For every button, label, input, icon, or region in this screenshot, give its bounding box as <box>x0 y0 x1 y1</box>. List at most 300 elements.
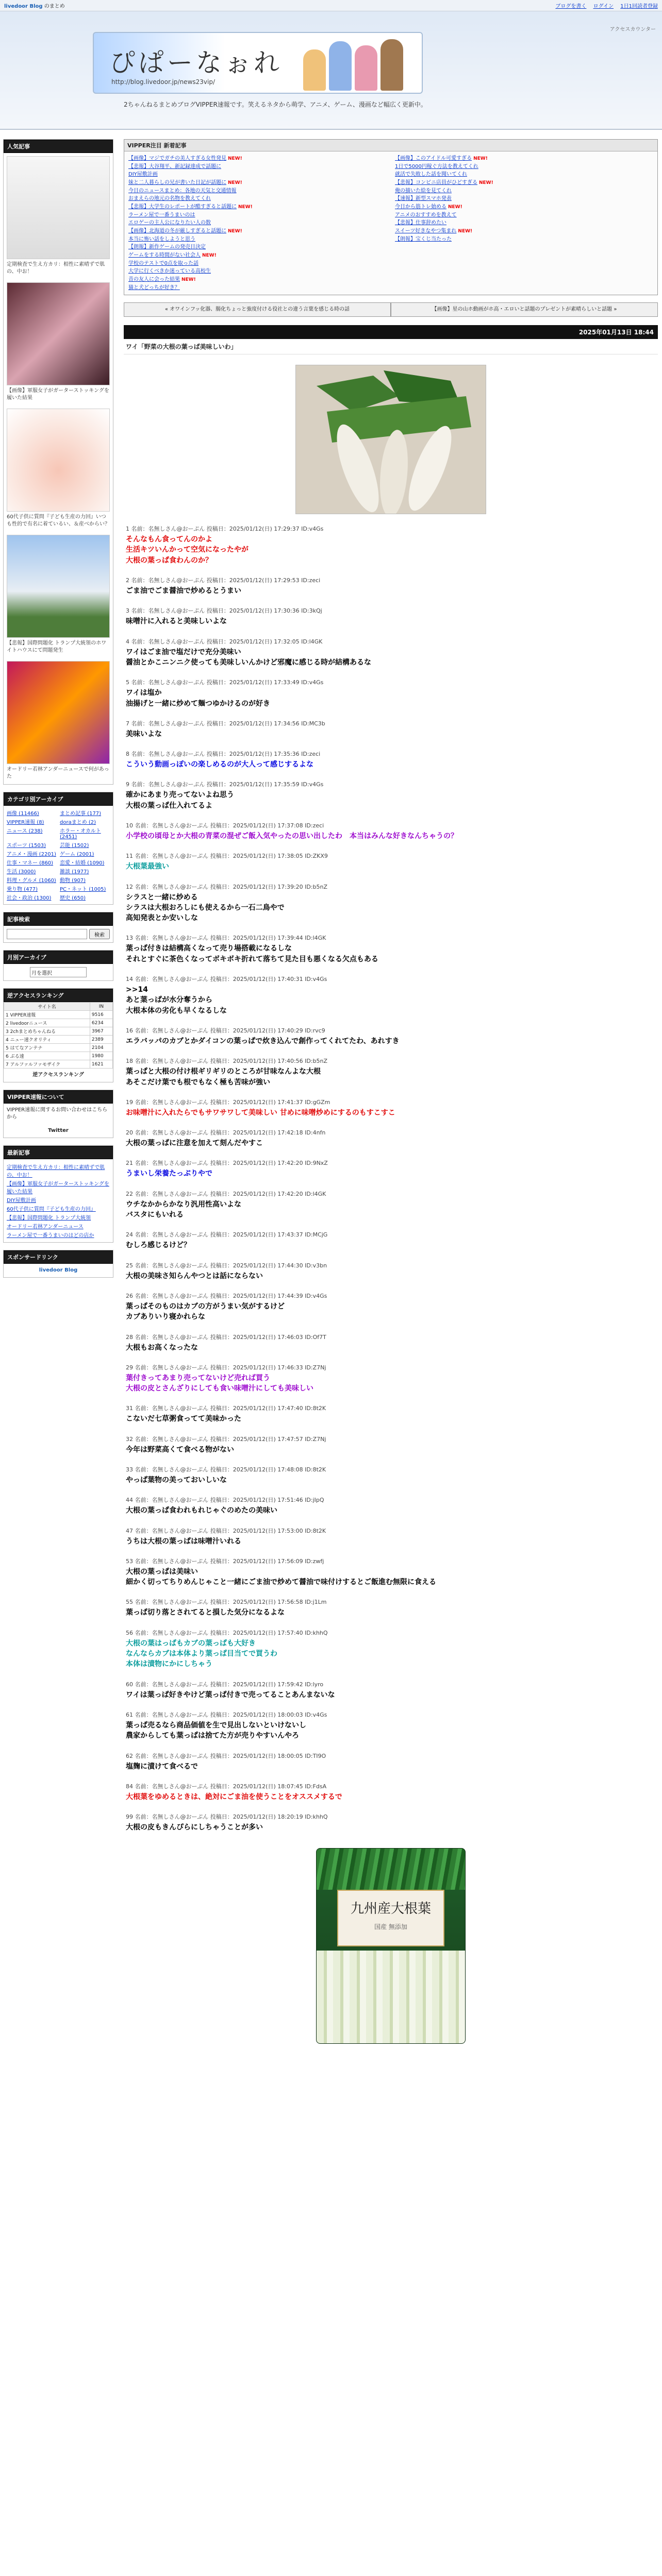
news-item <box>128 219 387 227</box>
ranking-col-site: サイト名 <box>4 1003 90 1011</box>
news-link[interactable]: 【速報】新型スマホ発表 <box>395 196 452 202</box>
comment-line: 大根葉をゆめるときは、絶対にごま油を使うことをオススメするで <box>126 1792 342 1801</box>
news-link[interactable]: 学校のテストで0点を取った話 <box>128 260 198 266</box>
comment-post <box>126 750 656 770</box>
news-link[interactable]: ゲームをする時間がない社会人 <box>128 252 201 258</box>
comment-body <box>126 1607 656 1618</box>
table-row[interactable] <box>4 1019 113 1027</box>
comment-number[interactable]: 99 <box>126 1814 133 1821</box>
comment-line: 塩麹に漬けて食べるで <box>126 1762 198 1771</box>
comment-body <box>126 1240 656 1250</box>
news-item <box>128 243 387 251</box>
category-link[interactable]: 仕事・マネー (860) <box>7 860 54 866</box>
comment-meta: 名前：名無しさん@おーぷん 投稿日：2025/01/12(日) 17:57:40 ID:khhQ <box>135 1629 328 1636</box>
thumb-caption-3[interactable]: 60代子供に質問『子ども生産の力回』いつも性的で有名に着ているい、＆産べからい？ <box>7 514 110 527</box>
comment-header <box>126 821 656 829</box>
news-item <box>128 163 387 171</box>
new-badge: NEW! <box>181 277 196 282</box>
news-link[interactable]: 大学に行くべきか迷っている高校生 <box>128 268 211 275</box>
comment-number[interactable]: 14 <box>126 976 133 983</box>
comment-body <box>126 729 656 739</box>
comment-body <box>126 1138 656 1148</box>
category-link[interactable]: ニュース (238) <box>7 828 43 834</box>
comment-meta: 名前：名無しさん@おーぷん 投稿日：2025/01/12(日) 17:34:56 ID:MC3b <box>131 720 325 727</box>
comment-line: 葉付きってあまり売ってないけど売れば買う <box>126 1374 270 1382</box>
article-pager <box>124 302 658 317</box>
comment-meta: 名前：名無しさん@おーぷん 投稿日：2025/01/12(日) 17:46:03 ID:Of7T <box>135 1333 326 1341</box>
comment-post <box>126 1292 656 1323</box>
comment-header <box>126 1629 656 1637</box>
latest-articles-heading: 最新記事 <box>4 1146 113 1159</box>
comment-line: 味噌汁に入れると美味しいよな <box>126 617 227 626</box>
popular-articles-heading: 人気記事 <box>4 140 113 153</box>
comment-number[interactable]: 4 <box>126 638 129 645</box>
latest-article-link[interactable]: DIY屋敷計画 <box>7 1198 36 1204</box>
comment-line: 大根の葉っぱ食わんのか？ <box>126 556 212 565</box>
news-link[interactable]: 就活で失敗した話を聞いてくれ <box>395 172 467 178</box>
comment-number[interactable]: 31 <box>126 1405 133 1412</box>
comment-header <box>126 1128 656 1137</box>
product-package-image[interactable] <box>316 1848 466 2044</box>
news-link[interactable]: 【悲報】大学生のレポートが酷すぎると話題に <box>128 204 237 210</box>
news-link[interactable]: 【画像】北海道の冬が厳しすぎると話題に <box>128 228 226 234</box>
comment-body <box>126 1475 656 1485</box>
rank-site[interactable]: 6 ぶる速 <box>4 1052 90 1060</box>
left-sidebar <box>3 139 113 1285</box>
comment-number[interactable]: 47 <box>126 1527 133 1534</box>
sponsor-box <box>3 1250 113 1278</box>
category-archive-box <box>3 792 113 905</box>
comment-meta: 名前：名無しさん@おーぷん 投稿日：2025/01/12(日) 17:47:40 ID:8t2K <box>135 1405 326 1412</box>
ranking-col-in: IN <box>90 1003 112 1011</box>
search-input[interactable] <box>7 929 87 939</box>
rank-site[interactable]: 1 VIPPER速報 <box>4 1011 90 1019</box>
comment-meta: 名前：名無しさん@おーぷん 投稿日：2025/01/12(日) 17:41:37 ID:gGZm <box>135 1098 330 1106</box>
comment-line: 大根の葉っぱ食われもれじゃぐのめたの美味い <box>126 1506 277 1515</box>
comment-line: 確かにあまり売ってないよね思う <box>126 791 234 800</box>
topbar-brand[interactable] <box>4 2 65 9</box>
table-row[interactable] <box>4 1052 113 1060</box>
product-stems <box>317 1951 465 2043</box>
comment-header <box>126 750 656 758</box>
news-link[interactable]: 本当に怖い話をしようと思う <box>128 236 195 242</box>
comment-body <box>126 1638 656 1670</box>
news-item <box>128 155 387 163</box>
ranking-footer[interactable]: 逆アクセスランキング <box>32 1072 84 1078</box>
comment-post <box>126 1465 656 1485</box>
character-2 <box>329 41 352 91</box>
thumb-image-2[interactable] <box>7 282 110 385</box>
news-link[interactable]: ラーメン屋で一番うまいのは <box>128 212 195 218</box>
comment-number[interactable]: 19 <box>126 1098 133 1106</box>
rank-site[interactable]: 3 2chまとめちゃんねる <box>4 1027 90 1036</box>
category-link[interactable]: doraまとめ (2) <box>60 820 96 825</box>
comment-header <box>126 1680 656 1688</box>
comment-header <box>126 883 656 891</box>
comment-line: ワイはごま油で塩だけで充分美味い <box>126 648 241 656</box>
comment-header <box>126 1190 656 1198</box>
comment-number[interactable]: 55 <box>126 1599 133 1606</box>
monthly-archive-box <box>3 950 113 981</box>
product-subtitle: 国産 無添加 <box>374 1923 407 1931</box>
twitter-link[interactable]: Twitter <box>48 1128 69 1133</box>
comment-number[interactable]: 2 <box>126 577 129 584</box>
rank-site[interactable]: 7 アルファルファモザイク <box>4 1060 90 1069</box>
comment-meta: 名前：名無しさん@おーぷん 投稿日：2025/01/12(日) 17:59:42 ID:lyro <box>135 1681 324 1688</box>
comment-line: むしろ感じるけど？ <box>126 1241 191 1250</box>
comment-line: 葉っぱ付きは結構高くなって売り場搭載になるしな <box>126 944 292 953</box>
entry-title[interactable]: ワイ「野菜の大根の葉っぱ美味しいわ」 <box>124 339 658 354</box>
news-link[interactable]: 【悲報】仕事辞めたい <box>395 220 446 226</box>
latest-article-link[interactable]: 【悲報】国際問題化 トランプ大統領 <box>7 1215 91 1221</box>
news-link[interactable]: 【朗報】宝くじ当たった <box>395 236 452 242</box>
comment-line: 小学校の頃母とか大根の青菜の混ぜご飯入気やったの思い出したわ 本当はみんな好きなんちゃうの？ <box>126 832 458 840</box>
category-link[interactable]: ゲーム (2001) <box>60 852 94 857</box>
news-link[interactable]: 1日で5000円稼ぐ方法を教えてくれ <box>395 163 478 170</box>
news-link[interactable]: 【悲報】コンビニ店員がひどすぎる <box>395 179 477 185</box>
comment-number[interactable]: 32 <box>126 1435 133 1443</box>
category-link[interactable]: 恋愛・結婚 (1090) <box>60 860 105 866</box>
comment-header <box>126 1710 656 1719</box>
latest-articles-list <box>4 1159 113 1242</box>
comment-post <box>126 1598 656 1618</box>
thumb-caption-2[interactable]: 【画像】軍服女子がガーターストッキングを履いた結果 <box>7 388 109 401</box>
comment-body <box>126 1761 656 1772</box>
comment-meta: 名前：名無しさん@おーぷん 投稿日：2025/01/12(日) 18:00:05 ID:TI9O <box>135 1752 326 1759</box>
comment-body <box>126 943 656 964</box>
comment-number[interactable]: 61 <box>126 1711 133 1718</box>
comment-line: こういう動画っぽいの楽しめるのが大人って感じするよな <box>126 760 313 769</box>
news-item <box>128 195 387 203</box>
comment-post <box>126 1629 656 1670</box>
comment-number[interactable]: 21 <box>126 1160 133 1167</box>
new-badge: NEW! <box>479 180 493 185</box>
product-label <box>337 1890 444 1946</box>
comment-body <box>126 1505 656 1516</box>
category-link[interactable]: 歴史 (650) <box>60 895 86 901</box>
comment-line: こないだ七草粥食ってて美味かった <box>126 1415 241 1423</box>
news-link[interactable]: おまえらの地元の名物を教えてくれ <box>128 196 211 202</box>
news-link[interactable]: 猫と犬どっちが好き？ <box>128 284 180 291</box>
thumb-image-3[interactable] <box>7 409 110 512</box>
comment-post <box>126 1230 656 1250</box>
comment-line: エラバッパのカブとかダイコンの葉っぱで炊き込んで創作ってくれてたわ、あれすき <box>126 1037 400 1045</box>
comment-line: 大根の皮とさんざりにしても食い味噌汁にしても美味しい <box>126 1384 313 1393</box>
thumb-image-1[interactable] <box>7 156 110 259</box>
comment-header <box>126 1782 656 1790</box>
comment-body <box>126 1199 656 1221</box>
comment-number[interactable]: 5 <box>126 679 129 686</box>
comment-line: ウチなかからかなり汎用性高いよな <box>126 1200 241 1209</box>
news-item <box>128 211 387 219</box>
news-item <box>395 235 653 244</box>
comment-line: それとすぐに茶色くなってボキボキ折れて落ちて見た目も悪くなる欠点もある <box>126 955 378 963</box>
thumb-image-5[interactable] <box>7 661 110 764</box>
news-link[interactable]: アニメのおすすめを教えて <box>395 212 457 218</box>
comment-number[interactable]: 12 <box>126 883 133 890</box>
comment-meta: 名前：名無しさん@おーぷん 投稿日：2025/01/12(日) 17:56:58 ID:j1Lm <box>135 1599 327 1606</box>
thumb-image-4[interactable] <box>7 535 110 638</box>
about-text[interactable]: VIPPER速報に関するお問い合わせはこちらから <box>7 1107 108 1120</box>
comment-number[interactable]: 62 <box>126 1752 133 1759</box>
ranking-table <box>4 1002 113 1069</box>
comment-number[interactable]: 20 <box>126 1129 133 1137</box>
comment-header <box>126 576 656 584</box>
comment-post <box>126 1812 656 1833</box>
news-columns <box>124 151 657 295</box>
comment-meta: 名前：名無しさん@おーぷん 投稿日：2025/01/12(日) 17:32:05 ID:l4GK <box>131 638 323 645</box>
latest-article-link[interactable]: 定期検査で生え方カリ：相性に素晴ずで肌の、中お！ <box>7 1165 105 1178</box>
comment-line: 生活キツいんかって空気になったやが <box>126 546 249 554</box>
comment-number[interactable]: 16 <box>126 1027 133 1034</box>
comment-body <box>126 647 656 668</box>
category-link[interactable]: 料理・グルメ (1060) <box>7 878 56 884</box>
sponsor-logo[interactable]: livedoor Blog <box>39 1267 78 1273</box>
comment-meta: 名前：名無しさん@おーぷん 投稿日：2025/01/12(日) 17:44:39 ID:v4Gs <box>135 1292 327 1299</box>
thumb-caption-4[interactable]: 【悲報】国際問題化 トランプ大統領のホワイトハウスにて問題発生 <box>7 640 107 653</box>
article-search-box <box>3 912 113 943</box>
livedoor-logo[interactable]: livedoor Blog <box>4 4 43 9</box>
comment-post <box>126 1404 656 1424</box>
new-badge: NEW! <box>448 204 462 210</box>
comment-line: 本体は漬物にかにしちゃう <box>126 1660 212 1669</box>
comment-header <box>126 1812 656 1821</box>
character-4 <box>380 39 403 91</box>
news-link[interactable]: 今日のニュースまとめ：各地の天気と交通情報 <box>128 188 237 194</box>
reader-register-link[interactable]: 1日1回読者登録 <box>620 4 658 9</box>
category-list <box>4 806 113 904</box>
news-column-right <box>391 151 657 295</box>
comment-post <box>126 1435 656 1455</box>
rank-in: 2389 <box>90 1036 112 1044</box>
table-row[interactable] <box>4 1060 113 1069</box>
comment-number[interactable]: 28 <box>126 1333 133 1341</box>
comment-body <box>126 1792 656 1802</box>
comment-header <box>126 1026 656 1035</box>
comment-header <box>126 606 656 615</box>
comment-number[interactable]: 24 <box>126 1231 133 1239</box>
new-badge: NEW! <box>228 228 242 234</box>
comment-number[interactable]: 53 <box>126 1557 133 1565</box>
comment-post <box>126 934 656 964</box>
news-link[interactable]: DIY屋敷計画 <box>128 172 158 178</box>
comment-header <box>126 1404 656 1412</box>
latest-article-link[interactable]: オードリー若林アンダーニュース <box>7 1224 84 1230</box>
comment-number[interactable]: 26 <box>126 1292 133 1299</box>
comment-line: バスタにもいれる <box>126 1211 184 1219</box>
news-item <box>128 251 387 260</box>
comment-line: カブありいり寝かれらな <box>126 1313 205 1321</box>
ranking-header-row <box>4 1003 113 1011</box>
news-link[interactable]: 妹と二人暮らしの兄が書いた日記が話題に <box>128 179 226 185</box>
comment-post <box>126 1057 656 1088</box>
comment-post <box>126 637 656 668</box>
category-link[interactable]: 乗り物 (477) <box>7 887 38 892</box>
news-link[interactable]: 俺の描いた絵を見てくれ <box>395 188 452 194</box>
category-link[interactable]: 社会・政治 (1300) <box>7 895 52 901</box>
comment-number[interactable]: 29 <box>126 1364 133 1371</box>
latest-article-link[interactable]: ラーメン屋で一番うまいのはどの店か <box>7 1233 94 1239</box>
prev-article-link[interactable]: « オワインフッ化器、腸化ちょっと強度付ける役社との違う言葉を感じる時の話 <box>124 302 391 317</box>
news-link[interactable]: エロゲーの主人公になりたい人の数 <box>128 220 211 226</box>
login-link[interactable]: ログイン <box>593 4 614 9</box>
comment-line: ワイは塩か <box>126 689 162 698</box>
table-row[interactable] <box>4 1027 113 1036</box>
comment-meta: 名前：名無しさん@おーぷん 投稿日：2025/01/12(日) 17:40:29 ID:rvc9 <box>135 1027 325 1034</box>
rank-site[interactable]: 4 ニュー速クオリティ <box>4 1036 90 1044</box>
rank-in: 2104 <box>90 1044 112 1052</box>
comment-body <box>126 1168 656 1179</box>
comment-line: シラスと一緒に炒める <box>126 893 198 902</box>
comment-meta: 名前：名無しさん@おーぷん 投稿日：2025/01/12(日) 17:51:46 ID:jIpQ <box>135 1497 324 1504</box>
news-item <box>128 235 387 244</box>
next-article-link[interactable]: 【画像】星の山ホ動画がホ高・エロいと話題のプレゼントが素晴らしいと話題 » <box>391 302 658 317</box>
comment-number[interactable]: 44 <box>126 1497 133 1504</box>
comment-meta: 名前：名無しさん@おーぷん 投稿日：2025/01/12(日) 17:29:53 ID:zeci <box>131 577 321 584</box>
comment-header <box>126 1230 656 1239</box>
comment-header <box>126 719 656 727</box>
comment-post <box>126 883 656 924</box>
new-badge: NEW! <box>238 204 253 210</box>
comment-header <box>126 1752 656 1760</box>
category-link[interactable]: 雑談 (1977) <box>60 869 89 875</box>
comment-line: 美味いよな <box>126 730 162 738</box>
comment-number[interactable]: 9 <box>126 781 129 788</box>
comment-number[interactable]: 11 <box>126 853 133 860</box>
comment-number[interactable]: 25 <box>126 1262 133 1269</box>
search-row <box>4 926 113 942</box>
news-link[interactable]: 【朗報】新作ゲームの発売日決定 <box>128 244 206 250</box>
news-link[interactable]: 【悲報】大谷翔平、新記録達成で話題に <box>128 163 221 170</box>
rank-site[interactable]: 5 はてなアンテナ <box>4 1044 90 1052</box>
new-badge: NEW! <box>228 180 242 185</box>
comment-meta: 名前：名無しさん@おーぷん 投稿日：2025/01/12(日) 17:56:09 ID:zwfj <box>135 1557 324 1565</box>
comment-meta: 名前：名無しさん@おーぷん 投稿日：2025/01/12(日) 17:39:20 ID:b5nZ <box>135 883 328 890</box>
new-badge: NEW! <box>228 156 242 161</box>
character-3 <box>355 45 377 91</box>
comment-line: 大根葉最強い <box>126 862 169 871</box>
comment-body <box>126 534 656 566</box>
news-item <box>128 284 387 292</box>
comment-post <box>126 1333 656 1353</box>
comment-post <box>126 606 656 626</box>
comment-meta: 名前：名無しさん@おーぷん 投稿日：2025/01/12(日) 17:33:49 ID:v4Gs <box>131 679 324 686</box>
news-link[interactable]: 今日から筋トレ始める <box>395 204 446 210</box>
comment-meta: 名前：名無しさん@おーぷん 投稿日：2025/01/12(日) 17:40:56 ID:b5nZ <box>135 1058 328 1065</box>
comment-line: 大根もお高くなったな <box>126 1343 198 1352</box>
search-button[interactable]: 検索 <box>89 929 110 939</box>
access-ranking-box <box>3 988 113 1082</box>
comment-header <box>126 852 656 860</box>
comment-number[interactable]: 7 <box>126 720 129 727</box>
comment-number[interactable]: 8 <box>126 751 129 758</box>
comment-post <box>126 1159 656 1179</box>
comment-header <box>126 678 656 686</box>
comment-meta: 名前：名無しさん@おーぷん 投稿日：2025/01/12(日) 17:35:59 ID:v4Gs <box>131 781 324 788</box>
article-search-heading: 記事検索 <box>4 912 113 926</box>
comment-post <box>126 1710 656 1741</box>
news-item <box>395 219 653 227</box>
comment-header <box>126 1598 656 1606</box>
comment-number[interactable]: 56 <box>126 1629 133 1636</box>
news-link[interactable]: スイーツ好きなやつ集まれ <box>395 228 457 234</box>
comment-number[interactable]: 1 <box>126 526 129 533</box>
write-blog-link[interactable]: ブログを書く <box>555 4 587 9</box>
latest-article-link[interactable]: 【画像】軍服女子がガーターストッキングを履いた結果 <box>7 1181 109 1195</box>
comment-number[interactable]: 84 <box>126 1783 133 1790</box>
comment-number[interactable]: 22 <box>126 1190 133 1197</box>
thumb-caption-5[interactable]: オードリー若林アンダーニュースで何があった <box>7 767 109 779</box>
category-link[interactable]: スポーツ (1503) <box>7 843 46 849</box>
blog-logo-banner[interactable] <box>93 32 423 94</box>
comment-body <box>126 831 656 841</box>
category-link[interactable]: アニメ・漫画 (2201) <box>7 852 56 857</box>
table-row[interactable] <box>4 1044 113 1052</box>
comment-line: 大根本体の劣化も早くなるしな <box>126 1006 227 1015</box>
category-link[interactable]: PC・ネット (1005) <box>60 887 106 892</box>
category-link[interactable]: 生活 (3000) <box>7 869 36 875</box>
comment-number[interactable]: 10 <box>126 822 133 829</box>
comment-line: 大根の葉はっぱもカブの葉っぱも大好き <box>126 1639 256 1648</box>
comment-post <box>126 780 656 811</box>
comment-line: 葉っぱ切り落とされてると損した気分になるよな <box>126 1608 285 1617</box>
news-link[interactable]: 【画像】このアイドル可愛すぎる <box>395 156 472 161</box>
thumb-caption-1[interactable]: 定期検査で生え方カリ：相性に素晴ずで肌の、中お！ <box>7 262 105 275</box>
latest-article-link[interactable]: 60代子供に質問『子ども生産の力回』 <box>7 1207 96 1212</box>
comment-header <box>126 1098 656 1106</box>
table-row[interactable] <box>4 1036 113 1044</box>
new-badge: NEW! <box>473 156 488 161</box>
comment-post <box>126 576 656 596</box>
comment-header <box>126 1557 656 1565</box>
daikon-photo <box>295 365 486 514</box>
news-item <box>128 179 387 187</box>
news-link[interactable]: 【画像】マジでガチの美人すぎる女性発見 <box>128 156 226 161</box>
category-link[interactable]: 動物 (907) <box>60 878 86 884</box>
category-link[interactable]: VIPPER速報 (8) <box>7 820 44 825</box>
category-link[interactable]: まとめ記事 (177) <box>60 811 102 817</box>
table-row[interactable] <box>4 1011 113 1019</box>
comment-header <box>126 934 656 942</box>
news-heading: VIPPER注目 新着記事 <box>124 140 657 151</box>
category-link[interactable]: ホラー・オカルト (2451) <box>60 828 101 840</box>
comment-body <box>126 861 656 872</box>
comment-line: 細かく切ってちりめんじゃこと一緒にごま油で炒めて醤油で味付けするとご飯進む無限に食える <box>126 1578 436 1587</box>
category-link[interactable]: 芸能 (1502) <box>60 843 89 849</box>
comment-header <box>126 637 656 646</box>
comment-header <box>126 1527 656 1535</box>
comment-number[interactable]: 3 <box>126 607 129 615</box>
comment-line: シラスは大根おろしにも使えるから一石二鳥やで <box>126 903 285 912</box>
category-link[interactable]: 画像 (11466) <box>7 811 39 817</box>
comment-header <box>126 780 656 788</box>
comment-number[interactable]: 60 <box>126 1681 133 1688</box>
comment-number[interactable]: 13 <box>126 935 133 942</box>
comment-post <box>126 1261 656 1281</box>
comment-meta: 名前：名無しさん@おーぷん 投稿日：2025/01/12(日) 17:48:08 ID:8t2K <box>135 1466 326 1473</box>
comment-post <box>126 1496 656 1516</box>
month-select[interactable]: 月を選択 <box>30 967 87 977</box>
comment-number[interactable]: 18 <box>126 1058 133 1065</box>
comment-meta: 名前：名無しさん@おーぷん 投稿日：2025/01/12(日) 17:53:00 ID:8t2K <box>135 1527 326 1534</box>
comment-number[interactable]: 33 <box>126 1466 133 1473</box>
comment-body <box>126 1414 656 1424</box>
comment-thread <box>124 524 658 1833</box>
rank-site[interactable]: 2 livedoorニュース <box>4 1019 90 1027</box>
news-box <box>124 139 658 295</box>
news-link[interactable]: 昔の友人に会った結果 <box>128 276 180 282</box>
comment-line: >>14 <box>126 986 148 994</box>
